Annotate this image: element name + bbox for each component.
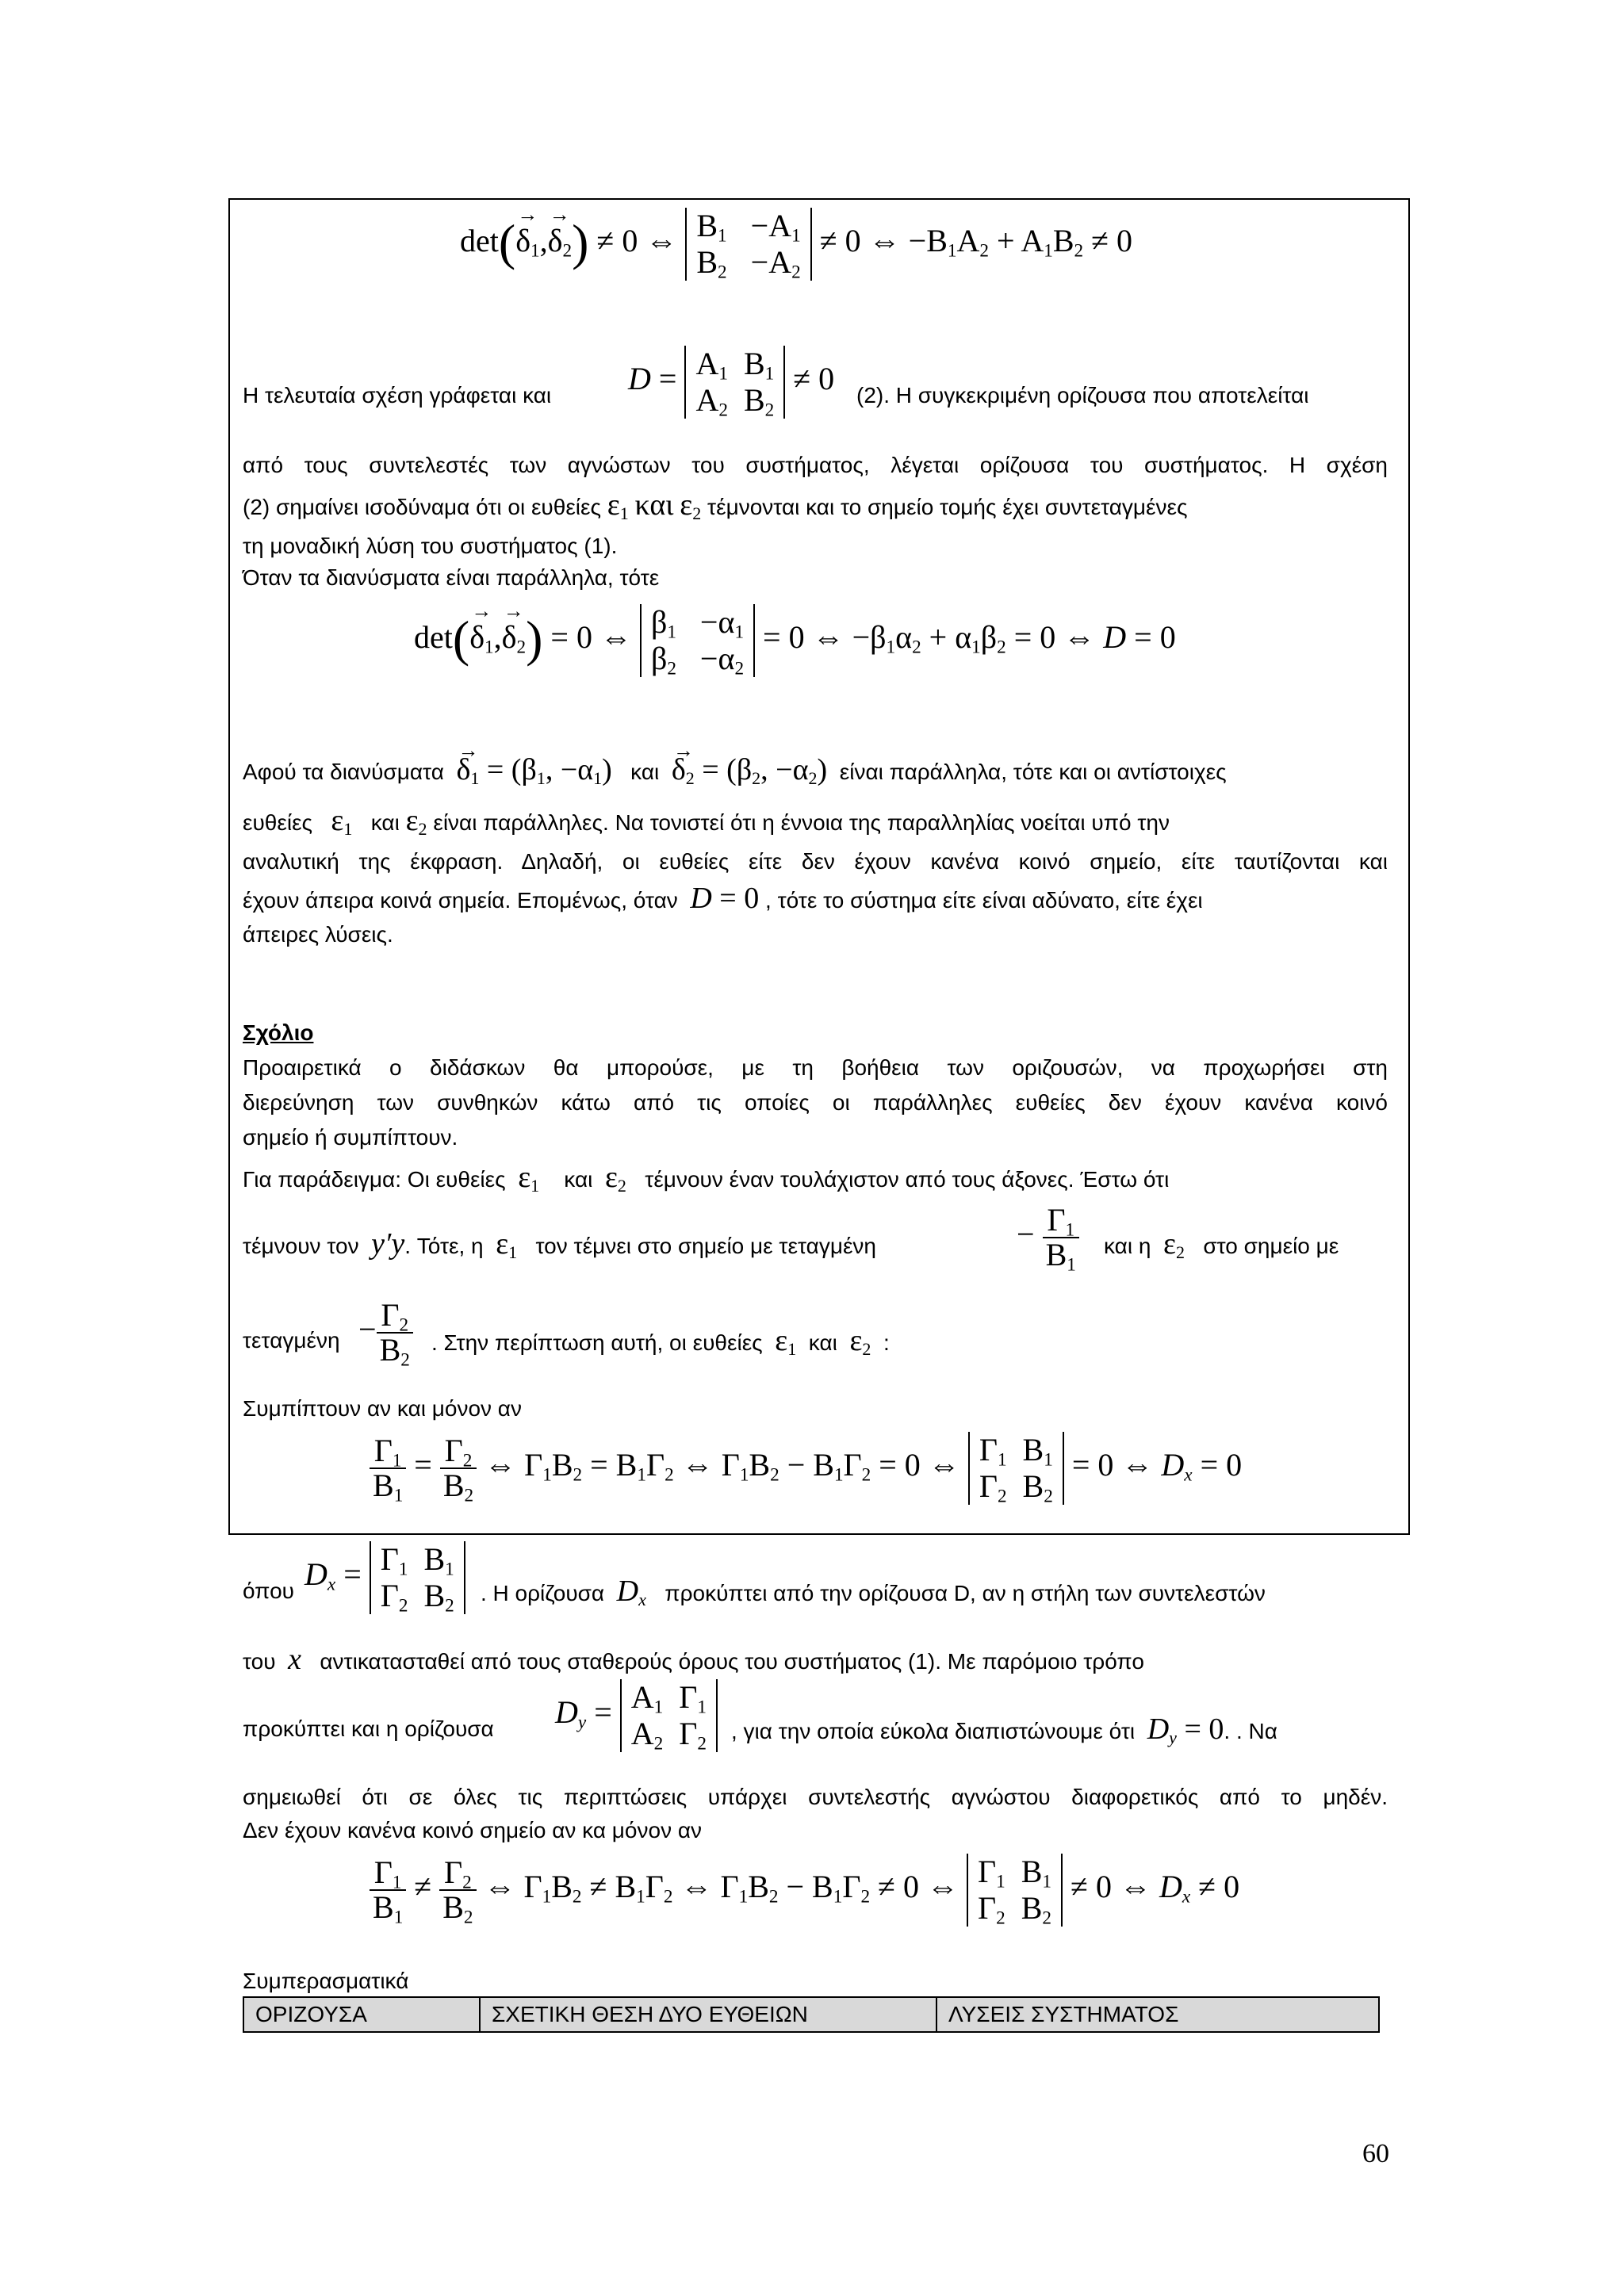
paragraph-line: άπειρες λύσεις. [243,922,393,947]
paragraph-line: Συμπίπτουν αν και μόνον αν [243,1396,522,1421]
paragraph-line: Για παράδειγμα: Οι ευθείες $\varepsilon_1$ και $\varepsilon_2$ τέμνουν έναν τουλάχιστον από τους άξονες. Έστω ότι [243,1161,1170,1196]
equation-det-zero: $\det(\to \delta_1,\to \delta_2) = 0$ ⇔ $\beta_1 -\alpha_1$ $\beta_2 -\alpha_2$ = 0 ⇔ $-\beta_1\alpha_2 + \alpha_1\beta_2 = 0$ ⇔ D = 0 [414,604,1176,677]
comment-heading: Σχόλιο [243,1020,314,1045]
paragraph-line: . Στην περίπτωση αυτή, οι ευθείες $\varepsilon_1$ και $\varepsilon_2$ : [431,1324,890,1360]
paragraph-line: Όταν τα διανύσματα είναι παράλληλα, τότε [243,565,660,590]
equation-coincident: $\frac{\Gamma_1}{B_1}$ = $\frac{\Gamma_2}{B_2}$ ⇔ $\Gamma_1B_2 = B_1\Gamma_2$ ⇔ $\Gamma_1B_2 - B_1\Gamma_2 = 0$ ⇔ $\Gamma_1$ $B_1$ $\Gamma_2$ $B_2$ = 0 ⇔ $D_x = 0$ [370,1432,1242,1505]
equation-no-common-point: $\frac{\Gamma_1}{B_1}$ ≠ $\frac{\Gamma_2}{B_2}$ ⇔ $\Gamma_1B_2 \ne B_1\Gamma_2$ ⇔ $\Gamma_1B_2 - B_1\Gamma_2 \ne 0$ ⇔ $\Gamma_1$ $B_1$ $\Gamma_2$ $B_2$ ≠ 0 ⇔ $D_x \ne 0$ [370,1854,1239,1927]
table-header-row [243,1997,1379,2032]
paragraph-line: έχουν άπειρα κοινά σημεία. Επομένως, όταν D = 0 , τότε το σύστημα είτε είναι αδύνατο, είτε έχει [243,882,1203,915]
paragraph-line: (2) σημαίνει ισοδύναμα ότι οι ευθείες $\varepsilon_1$ και $\varepsilon_2$ τέμνονται και το σημείο τομής έχει συντεταγμένες [243,488,1188,524]
page-number: 60 [1362,2139,1389,2168]
paragraph-line: . Η ορίζουσα $D_x$ προκύπτει από την ορίζουσα D, αν η στήλη των συντελεστών [481,1575,1266,1610]
table-header-cell: ΣΧΕΤΙΚΗ ΘΕΣΗ ΔΥΟ ΕΥΘΕΙΩΝ [480,1997,936,2032]
paragraph-line: τη μοναδική λύση του συστήματος (1). [243,534,618,558]
equation-determinant-D: D = $A_1$ $B_1$ $A_2$ $B_2$ ≠ 0 [628,346,835,421]
paragraph-line: Η τελευταία σχέση γράφεται και [243,383,552,408]
equation-det-nonzero: $\det(\to \delta_1,\to \delta_2) \ne 0$ ⇔ $B_1 -A_1$ $B_2 -A_2$ ≠ 0 ⇔ $-B_1A_2 + A_1B_2 \ne 0$ [460,208,1132,281]
paragraph-line: του x αντικατασταθεί από τους σταθερούς όρους του συστήματος (1). Με παρόμοιο τρόπο [243,1643,1144,1676]
paragraph-line: τεταγμένη [243,1328,340,1353]
paragraph-line: Αφού τα $\delta\iota\alpha\nu ύ\sigma\mu\alpha\tau\alpha \to \delta_1 = (\beta_1$, $-\alpha_1$) $\kappa\alpha\iota \to \delta_2 = (\beta_2$, $-\alpha_2$) είναι παράλληλα, τότε και οι αντίστοιχες [243,756,1227,786]
paragraph-line: όπου [243,1578,294,1603]
paragraph-line: και η $\varepsilon_2$ στο σημείο με [1104,1227,1339,1263]
paragraph-line: σημειωθεί ότι σε όλες τις περιπτώσεις υπάρχει συντελεστής αγνώστου διαφορετικός από το μηδέν. [243,1785,1388,1809]
table-header-cell: ΟΡΙΖΟΥΣΑ [243,1997,480,2032]
summary-table [243,1996,1380,2033]
paragraph-line: σημείο ή συμπίπτουν. [243,1125,458,1150]
table-header-cell: ΛΥΣΕΙΣ ΣΥΣΤΗΜΑΤΟΣ [936,1997,1379,2032]
paragraph-line: αναλυτική της έκφραση. Δηλαδή, οι ευθείες είτε δεν έχουν κανένα κοινό σημείο, είτε ταυτίζονται και [243,849,1388,874]
paragraph-line: τέμνουν τον y′y. Τότε, η $\varepsilon_1$ τον τέμνει στο σημείο με τεταγμένη [243,1227,877,1263]
equation-Dy: $D_y$ = $A_1$ $\Gamma_1$ $A_2$ $\Gamma_2$ [555,1679,718,1752]
fraction-gamma2-over-b2: − $\frac{\Gamma_2}{B_2}$ [358,1299,413,1367]
paragraph-line: Δεν έχουν κανένα κοινό σημείο αν κα μόνον αν [243,1818,703,1843]
paragraph-line: από τους συντελεστές των αγνώστων του συστήματος, λέγεται ορίζουσα του συστήματος. Η σχέση [243,453,1388,477]
fraction-gamma1-over-b1: − $\frac{\Gamma_1}{B_1}$ [1017,1203,1079,1272]
paragraph-line: , για την οποία εύκολα διαπιστώνουμε ότι $D_y = 0$. . Να [731,1712,1277,1748]
equation-Dx: $D_x$ = $\Gamma_1$ $B_1$ $\Gamma_2$ $B_2$ [304,1541,465,1614]
paragraph-line: διερεύνηση των συνθηκών κάτω από τις οποίες οι παράλληλες ευθείες δεν έχουν κανένα κοινό [243,1090,1388,1115]
paragraph-line: Προαιρετικά ο διδάσκων θα μπορούσε, με τη βοήθεια των οριζουσών, να προχωρήσει στη [243,1055,1388,1080]
paragraph-line: Συμπερασματικά [243,1969,409,1993]
paragraph-line: ευθείες $\varepsilon_1$ και $\varepsilon_2$ είναι παράλληλες. Να τονιστεί ότι η έννοια της παραλληλίας νοείται υπό την [243,804,1170,840]
paragraph-line: προκύπτει και η ορίζουσα [243,1716,494,1741]
paragraph-line: (2). Η συγκεκριμένη ορίζουσα που αποτελείται [856,383,1309,408]
